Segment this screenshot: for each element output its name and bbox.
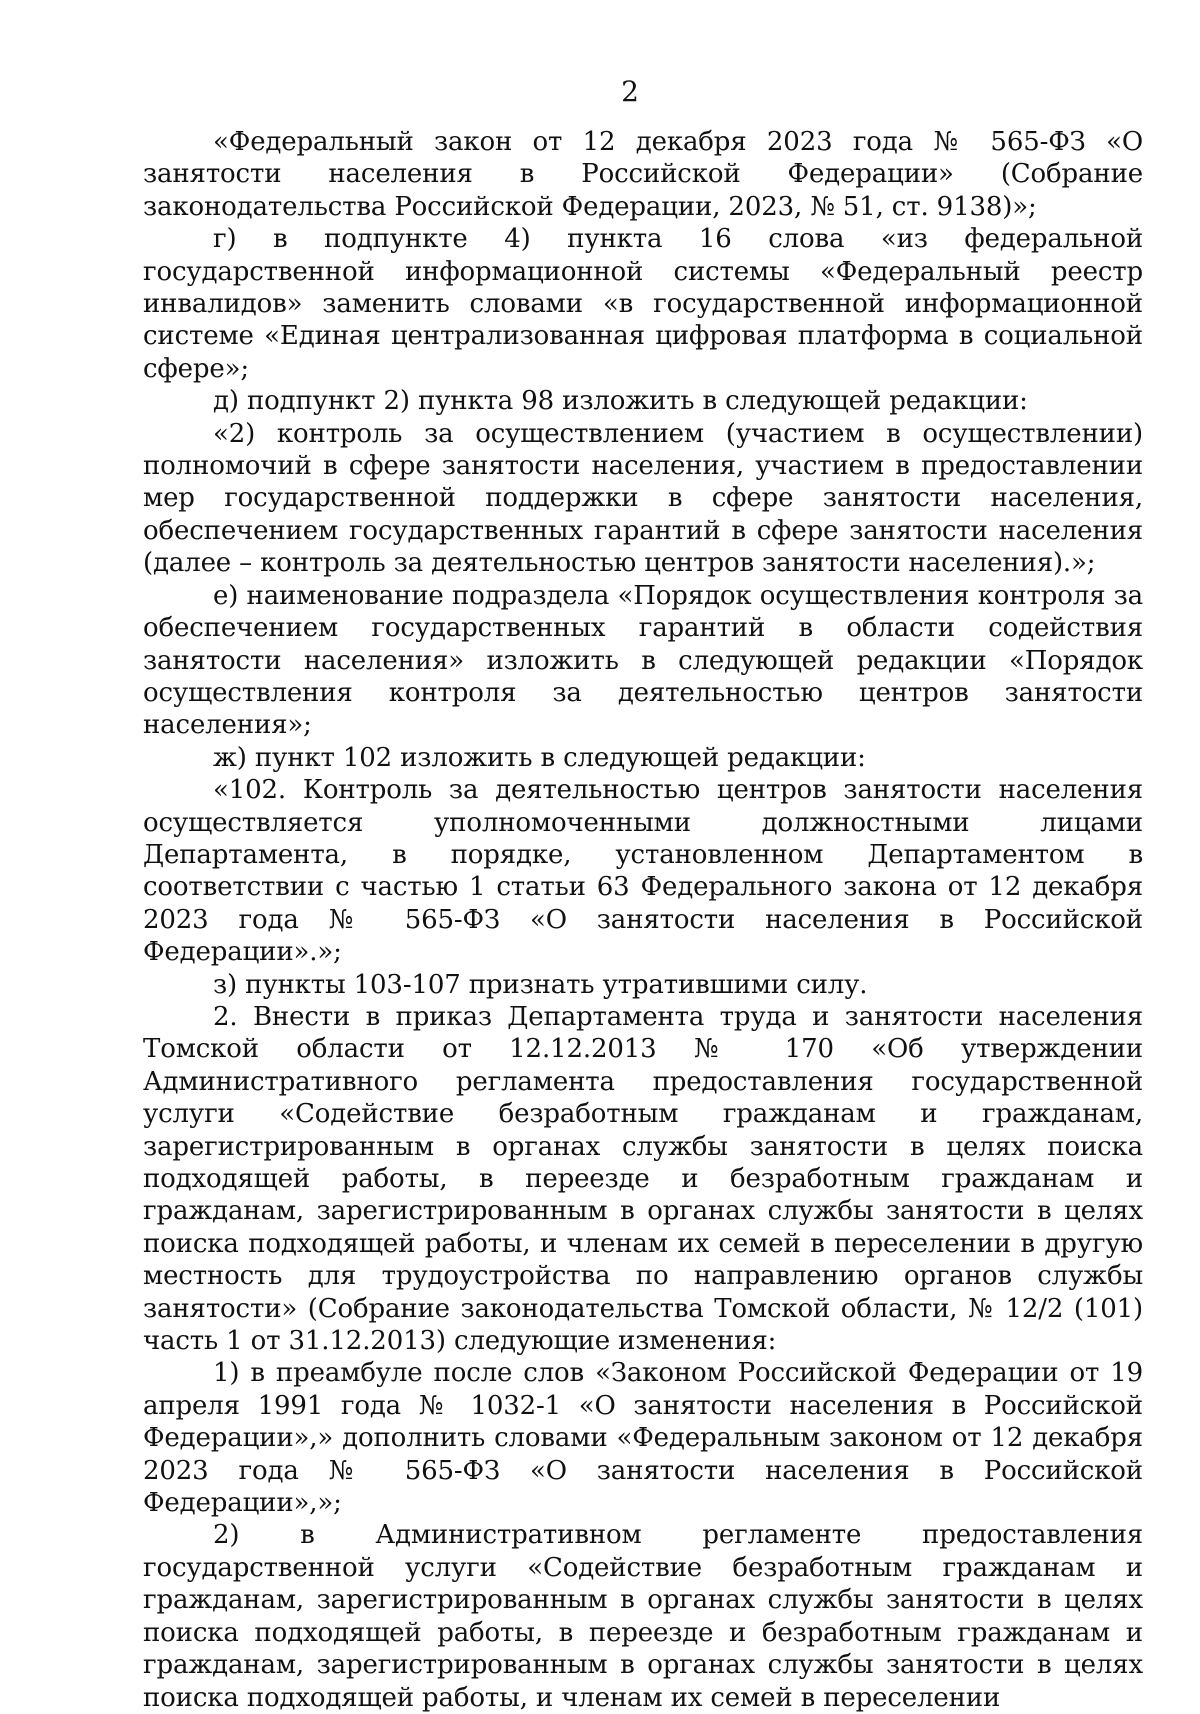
paragraph-law-citation: «Федеральный закон от 12 декабря 2023 года № 565-ФЗ «О занятости населения в Российской Федерации» (Собрание законодательства Российской Федерации, 2023, № 51, ст. 9138)»; [143, 127, 1143, 222]
paragraph-section-2: 2. Внести в приказ Департамента труда и занятости населения Томской области от 12.12.2013 № 170 «Об утверждении Административного регламента предоставления государственной услуги «Содействие безработным гражданам и гражданам, зарегистрированным в органах службы занятости в целях поиска подходящей работы, в переезде и безработным гражданам и гражданам, зарегистрированным в органах службы занятости в целях поиска подходящей работы, и членам их семей в переселении в другую местность для трудоустройства по направлению органов службы занятости» (Собрание законодательства Томской области, № 12/2 (101) часть 1 от 31.12.2013) следующие изменения: [143, 1001, 1143, 1357]
document-body [143, 126, 1143, 1714]
paragraph-item-d-text: «2) контроль за осуществлением (участием в осуществлении) полномочий в сфере занятости населения, участием в предоставлении мер государственной поддержки в сфере занятости населения, обеспечением государственных гарантий в сфере занятости населения (далее – контроль за деятельностью центров занятости населения).»; [143, 418, 1143, 579]
paragraph-subitem-2: 2) в Административном регламенте предоставления государственной услуги «Содействие безработным гражданам и гражданам, зарегистрированным в органах службы занятости в целях поиска подходящей работы, в переезде и безработным гражданам и гражданам, зарегистрированным в органах службы занятости в целях поиска подходящей работы, и членам их семей в переселении [143, 1520, 1143, 1713]
paragraph-item-e: е) наименование подраздела «Порядок осуществления контроля за обеспечением государственных гарантий в области содействия занятости населения» изложить в следующей редакции «Порядок осуществления контроля за деятельностью центров занятости населения»; [143, 580, 1143, 741]
paragraph-item-g: г) в подпункте 4) пункта 16 слова «из федеральной государственной информационной системы «Федеральный реестр инвалидов» заменить словами «в государственной информационной системе «Единая централизованная цифровая платформа в социальной сфере»; [143, 224, 1143, 384]
paragraph-item-z: з) пункты 103-107 признать утратившими силу. [213, 969, 868, 1000]
paragraph-item-d: д) подпункт 2) пункта 98 изложить в следующей редакции: [213, 386, 1028, 417]
paragraph-item-zh: ж) пункт 102 изложить в следующей редакции: [213, 742, 866, 773]
paragraph-item-102-text: «102. Контроль за деятельностью центров занятости населения осуществляется уполномоченными должностными лицами Департамента, в порядке, установленном Департаментом в соответствии с частью 1 статьи 63 Федерального закона от 12 декабря 2023 года № 565-ФЗ «О занятости населения в Российской Федерации».»; [143, 775, 1143, 968]
paragraph-subitem-1: 1) в преамбуле после слов «Законом Российской Федерации от 19 апреля 1991 года № 1032-1 «О занятости населения в Российской Федерации»,» дополнить словами «Федеральным законом от 12 декабря 2023 года № 565-ФЗ «О занятости населения в Российской Федерации»,»; [143, 1358, 1143, 1519]
page-number: 2 [621, 75, 639, 108]
